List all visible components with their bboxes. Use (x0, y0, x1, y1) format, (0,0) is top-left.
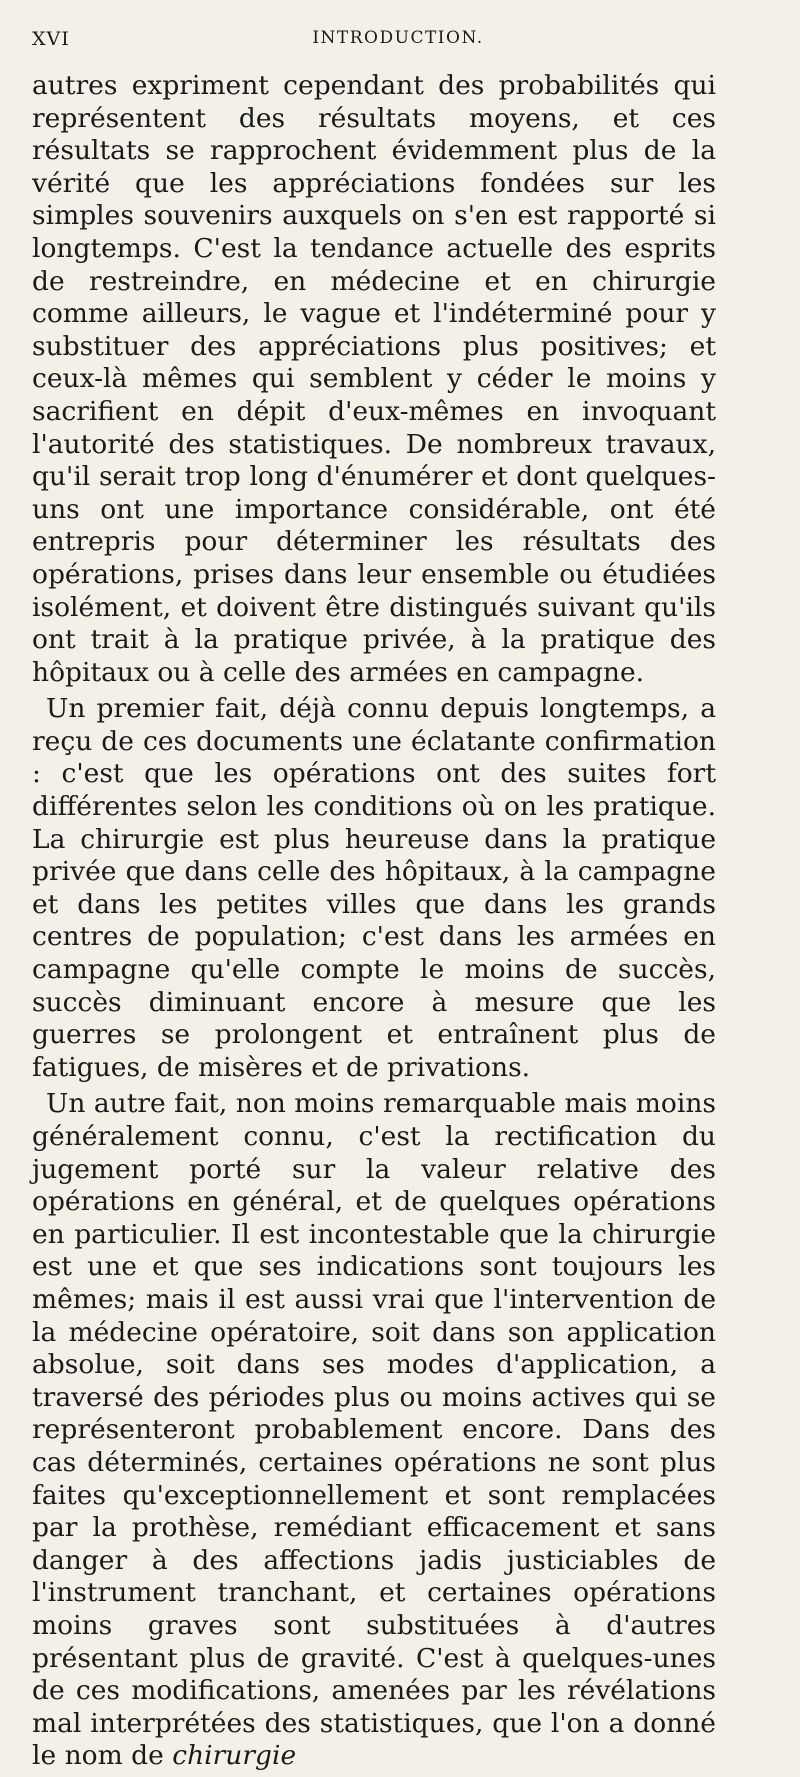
paragraph-1-text: autres expriment cependant des probabilités qui représentent des résultats moyens, et ces résultats se rapprochent évidemment plus de la vérité que les appréciations fondées sur les simples souvenirs auxquels on s'en est rapporté si longtemps. C'est la tendance actuelle des esprits de restreindre, en médecine et en chirurgie comme ailleurs, le vague et l'indéterminé pour y substituer des appréciations plus positives; et ceux-là mêmes qui semblent y céder le moins y sacrifient en dépit d'eux-mêmes en invoquant l'autorité des statistiques. De nombreux travaux, qu'il serait trop long d'énumérer et dont quelques-uns ont une importance considérable, ont été entrepris pour déterminer les résultats des opérations, prises dans leur ensemble ou étudiées isolément, et doivent être distingués suivant qu'ils ont trait à la pratique privée, à la pratique des hôpitaux ou à celle des armées en campagne. (32, 70, 716, 688)
paragraph-2-text: Un premier fait, déjà connu depuis longtemps, a reçu de ces documents une éclatante confirmation : c'est que les opérations ont des suites fort différentes selon les conditions où on les pratique. La chirurgie est plus heureuse dans la pratique privée que dans celle des hôpitaux, à la campagne et dans les petites villes que dans les grands centres de population; c'est dans les armées en campagne qu'elle compte le moins de succès, succès diminuant encore à mesure que les guerres se prolongent et entraînent plus de fatigues, de misères et de privations. (32, 693, 716, 1083)
page-number: XVI (32, 28, 70, 50)
paragraph-3 (32, 1088, 716, 1772)
book-page (32, 28, 736, 1772)
paragraph-3-italic-word: chirurgie (172, 1740, 297, 1772)
paragraph-3-text: Un autre fait, non moins remarquable mais moins généralement connu, c'est la rectification du jugement porté sur la valeur relative des opérations en général, et de quelques opérations en particulier. Il est incontestable que la chirurgie est une et que ses indications sont toujours les mêmes; mais il est aussi vrai que l'intervention de la médecine opératoire, soit dans son application absolue, soit dans ses modes d'application, a traversé des périodes plus ou moins actives qui se représenteront probablement encore. Dans des cas déterminés, certaines opérations ne sont plus faites qu'exceptionnellement et sont remplacées par la prothèse, remédiant efficacement et sans danger à des affections jadis justiciables de l'instrument tranchant, et certaines opérations moins graves sont substituées à d'autres présentant plus de gravité. C'est à quelques-unes de ces modifications, amenées par les révélations mal interprétées des statistiques, que l'on a donné le nom de (32, 1088, 716, 1772)
running-head (32, 28, 736, 68)
chapter-heading: INTRODUCTION. (312, 28, 484, 48)
paragraph-2 (32, 693, 716, 1084)
body-text (32, 70, 716, 1777)
paragraph-1 (32, 70, 716, 689)
